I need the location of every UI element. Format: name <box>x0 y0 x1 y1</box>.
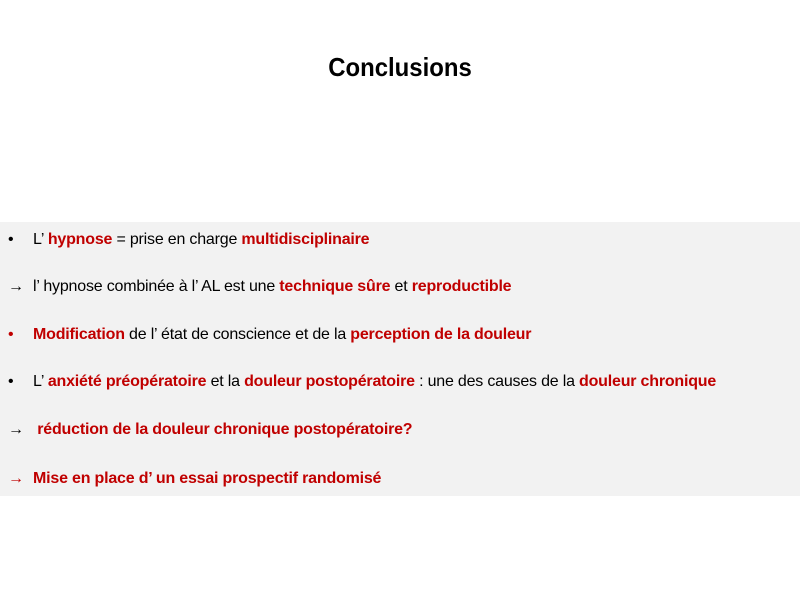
highlighted-text: anxiété préopératoire <box>47 373 207 390</box>
body-text: = prise en charge <box>112 231 242 248</box>
body-text: de l’ état de conscience et de la <box>124 326 351 343</box>
highlighted-text: douleur postopératoire <box>244 373 415 390</box>
highlighted-text: douleur chronique <box>579 373 717 390</box>
conclusion-line-3 <box>8 324 798 346</box>
body-text: : une des causes de la <box>414 373 580 390</box>
body-text: L’ <box>33 373 48 390</box>
highlighted-text: technique sûre <box>279 278 391 295</box>
conclusion-line-1 <box>8 229 798 251</box>
body-text: l’ hypnose combinée à l’ AL est une <box>33 278 280 295</box>
conclusion-line-6 <box>8 468 798 490</box>
bullet-marker: • <box>8 326 14 343</box>
highlighted-text: Mise en place d’ un essai prospectif randomisé <box>33 470 382 487</box>
highlighted-text: reproductible <box>411 278 512 295</box>
arrow-marker: → <box>8 278 24 295</box>
bullet-marker: • <box>8 373 14 390</box>
arrow-marker: → <box>8 470 24 487</box>
slide-title: Conclusions <box>328 52 472 82</box>
body-text: et <box>390 278 412 295</box>
highlighted-text: multidisciplinaire <box>241 231 370 248</box>
arrow-marker: → <box>8 421 24 438</box>
highlighted-text: perception de la douleur <box>350 326 532 343</box>
body-text: et la <box>206 373 245 390</box>
body-text: L’ <box>33 231 48 248</box>
highlighted-text: Modification <box>33 326 125 343</box>
conclusion-line-4 <box>8 371 798 393</box>
highlighted-text: hypnose <box>47 231 113 248</box>
conclusions-content-box <box>0 222 800 496</box>
conclusion-line-2 <box>8 276 798 298</box>
bullet-marker: • <box>8 231 14 248</box>
highlighted-text: réduction de la douleur chronique postopératoire? <box>33 421 413 438</box>
conclusion-line-5 <box>8 419 798 441</box>
